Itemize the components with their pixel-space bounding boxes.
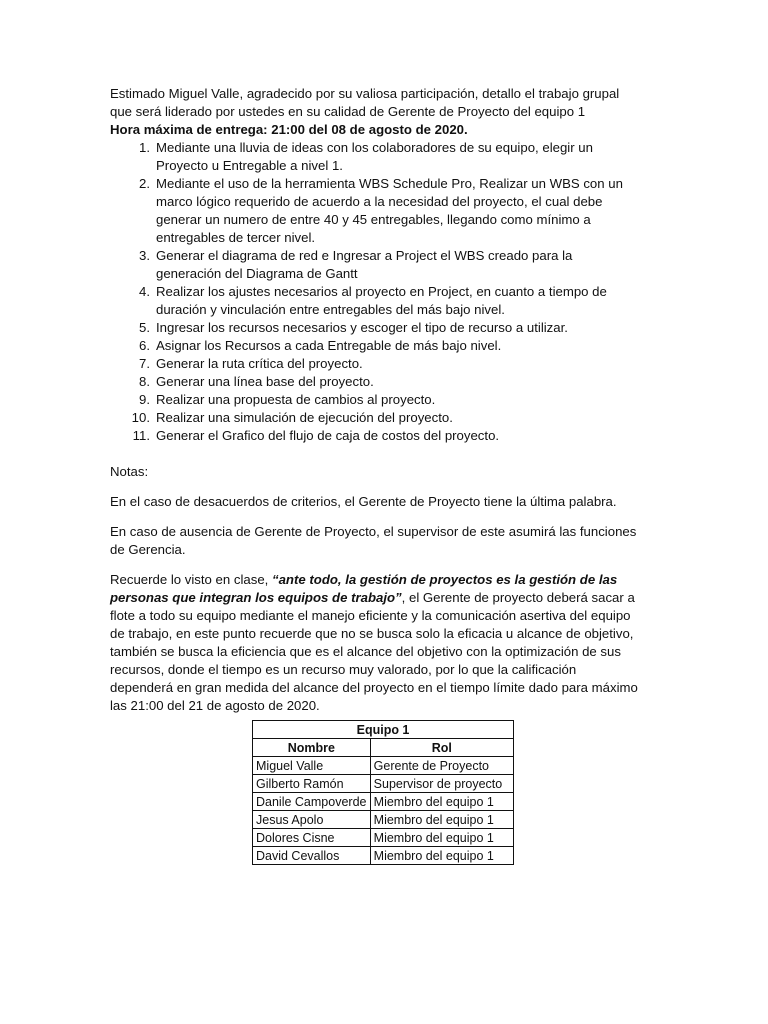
table-row <box>253 811 514 829</box>
task-item: 6. Asignar los Recursos a cada Entregable de más bajo nivel. <box>139 338 502 353</box>
task-item: 7. Generar la ruta crítica del proyecto. <box>139 356 363 371</box>
task-item: 4. Realizar los ajustes necesarios al proyecto en Project, en cuanto a tiempo de duración y vinculación entre entregables del más bajo nivel. <box>139 284 607 317</box>
member-name: Jesus Apolo <box>253 811 371 829</box>
team-table-title: Equipo 1 <box>253 721 514 739</box>
management-quote: “ante todo, la gestión de proyectos es la gestión de las personas que integran los equipos de trabajo” <box>110 572 618 605</box>
note-criteria: En el caso de desacuerdos de criterios, el Gerente de Proyecto tiene la última palabra. <box>110 494 617 509</box>
document-body <box>110 85 640 715</box>
table-row <box>253 757 514 775</box>
task-list <box>110 139 640 445</box>
team-table <box>252 720 514 865</box>
notes-heading: Notas: <box>110 464 149 479</box>
deadline-line: Hora máxima de entrega: 21:00 del 08 de agosto de 2020. <box>110 122 468 137</box>
team-table-wrapper <box>252 720 514 865</box>
task-item: 11. Generar el Grafico del flujo de caja de costos del proyecto. <box>132 428 500 443</box>
member-role: Miembro del equipo 1 <box>370 811 513 829</box>
table-row <box>253 793 514 811</box>
member-role: Miembro del equipo 1 <box>370 829 513 847</box>
task-item: 9. Realizar una propuesta de cambios al proyecto. <box>139 392 436 407</box>
table-row <box>253 775 514 793</box>
task-item: 8. Generar una línea base del proyecto. <box>139 374 374 389</box>
member-name: David Cevallos <box>253 847 371 865</box>
note-management: Recuerde lo visto en clase, “ante todo, la gestión de proyectos es la gestión de las personas que integran los equipos de trabajo”, el Gerente de proyecto deberá sacar a flote a todo su equipo mediante el manejo eficiente y la comunicación asertiva del equipo de trabajo, en este punto recuerde que no se busca solo la eficacia u alcance de objetivo, también se busca la eficiencia que es el alcance del objetivo con la optimización de sus recursos, donde el tiempo es un recurso muy valorado, por lo que la calificación dependerá en gran medida del alcance del proyecto en el tiempo límite dado para máximo las 21:00 del 21 de agosto de 2020. <box>110 572 638 713</box>
member-name: Danile Campoverde <box>253 793 371 811</box>
task-item: 1. Mediante una lluvia de ideas con los colaboradores de su equipo, elegir un Proyecto u Entregable a nivel 1. <box>139 140 593 173</box>
member-role: Gerente de Proyecto <box>370 757 513 775</box>
member-name: Miguel Valle <box>253 757 371 775</box>
task-item: 10. Realizar una simulación de ejecución del proyecto. <box>131 410 453 425</box>
task-item: 5. Ingresar los recursos necesarios y escoger el tipo de recurso a utilizar. <box>139 320 568 335</box>
column-header-role: Rol <box>370 739 513 757</box>
member-role: Miembro del equipo 1 <box>370 847 513 865</box>
member-name: Dolores Cisne <box>253 829 371 847</box>
table-row <box>253 847 514 865</box>
member-role: Supervisor de proyecto <box>370 775 513 793</box>
member-name: Gilberto Ramón <box>253 775 371 793</box>
intro-paragraph: Estimado Miguel Valle, agradecido por su valiosa participación, detallo el trabajo grupal que será liderado por ustedes en su calidad de Gerente de Proyecto del equipo 1 <box>110 86 620 119</box>
member-role: Miembro del equipo 1 <box>370 793 513 811</box>
note-absence: En caso de ausencia de Gerente de Proyecto, el supervisor de este asumirá las funciones de Gerencia. <box>110 524 637 557</box>
column-header-name: Nombre <box>253 739 371 757</box>
task-item: 2. Mediante el uso de la herramienta WBS Schedule Pro, Realizar un WBS con un marco lógico requerido de acuerdo a la necesidad del proyecto, el cual debe generar un numero de entre 40 y 45 entregables, llegando como mínimo a entregables de tercer nivel. <box>139 176 623 245</box>
table-row <box>253 829 514 847</box>
task-item: 3. Generar el diagrama de red e Ingresar a Project el WBS creado para la generación del Diagrama de Gantt <box>139 248 573 281</box>
